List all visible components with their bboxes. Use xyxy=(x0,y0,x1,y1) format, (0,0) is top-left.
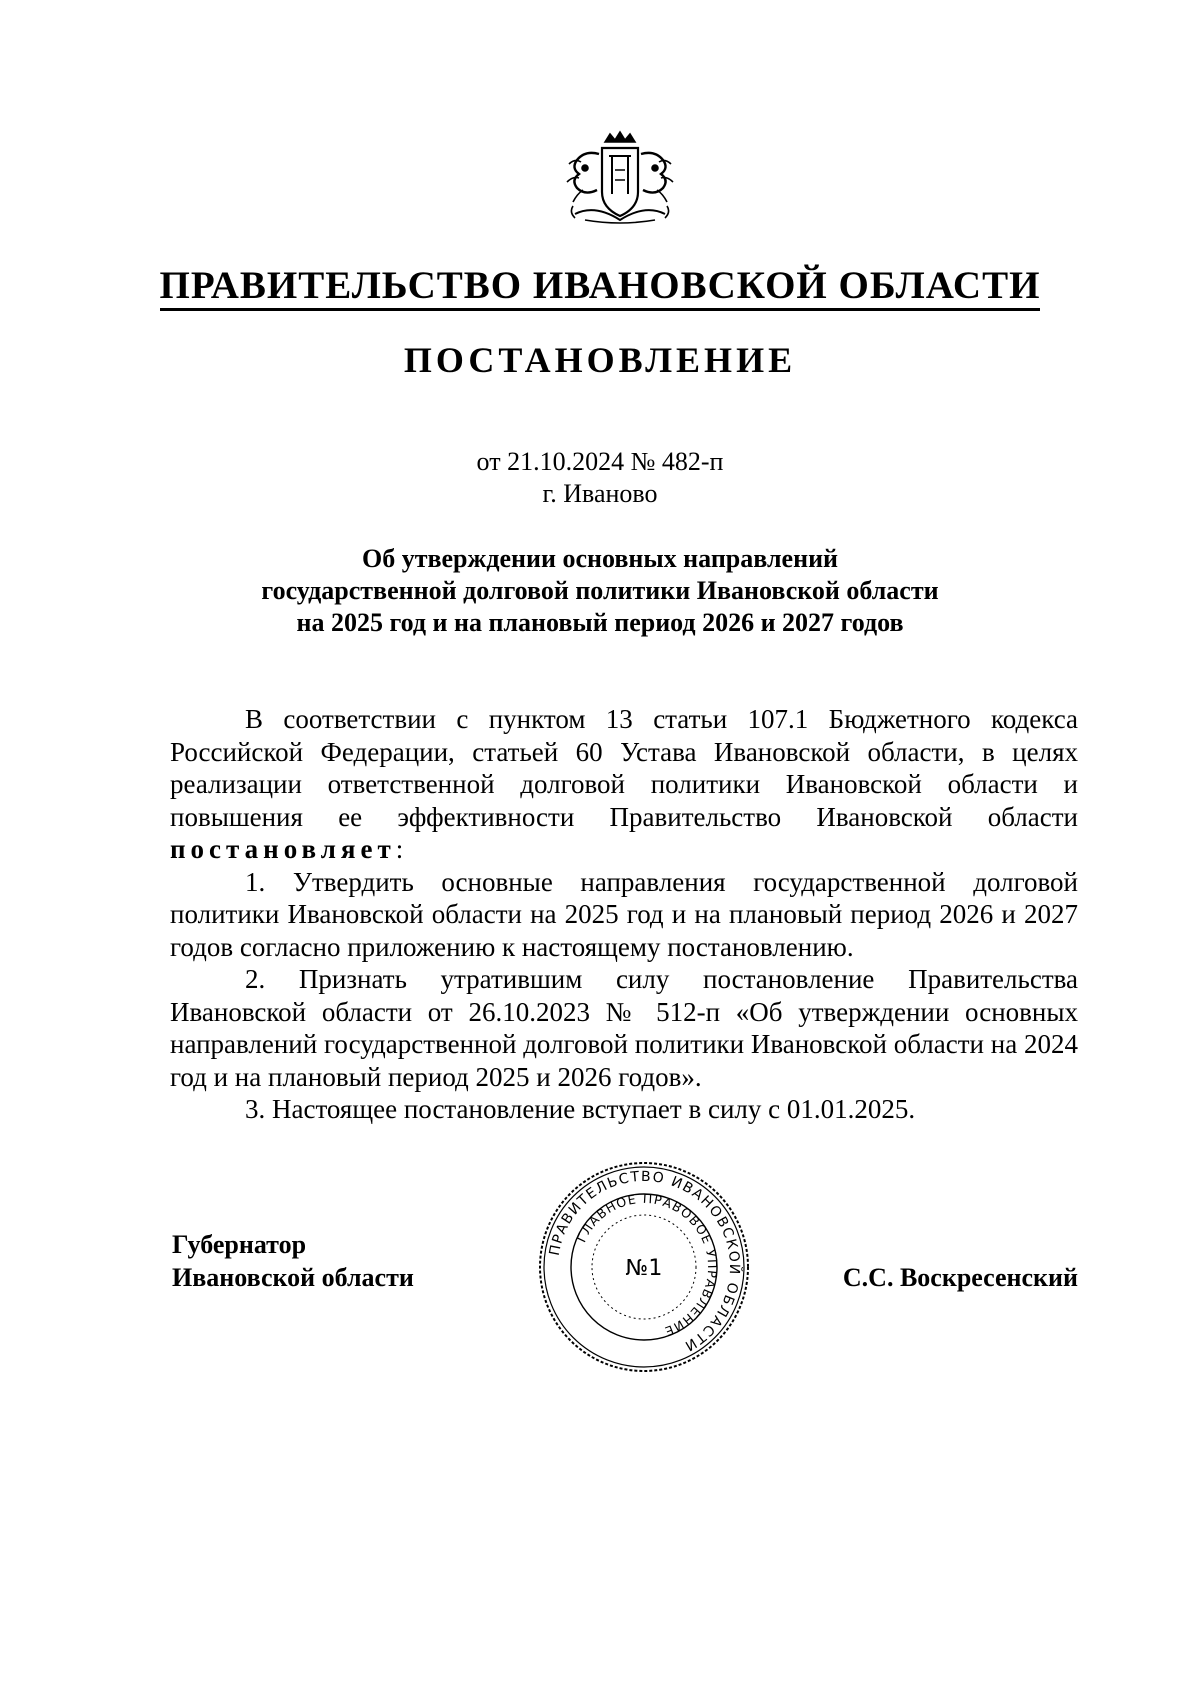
signatory-position: Губернатор Ивановской области xyxy=(172,1230,414,1292)
stamp-inner-text: ГЛАВНОЕ ПРАВОВОЕ УПРАВЛЕНИЕ xyxy=(573,1190,721,1340)
decree-item: 3. Настоящее постановление вступает в силу с 01.01.2025. xyxy=(245,1094,916,1124)
decree-item: 2. Признать утратившим силу постановление Правительства Ивановской области от 26.10.2023 № 512-п «Об утверждении основных направлений государственной долговой политики Ивановской области на 2024 год и на плановый период 2025 и 2026 годов». xyxy=(170,964,1078,1092)
document-date-number: от 21.10.2024 № 482-п xyxy=(476,447,724,476)
subject-line: на 2025 год и на плановый период 2026 и 2027 годов xyxy=(296,608,904,637)
document-type: ПОСТАНОВЛЕНИЕ xyxy=(403,340,797,380)
stamp-number: №1 xyxy=(625,1256,663,1281)
subject-line: Об утверждении основных направлений xyxy=(361,544,839,573)
subject-line: государственной долговой политики Ивановской области xyxy=(261,576,939,605)
stamp-outer-text: ПРАВИТЕЛЬСТВО ИВАНОВСКОЙ ОБЛАСТИ xyxy=(546,1168,743,1355)
decree-word: постановляет xyxy=(170,834,396,864)
government-title: ПРАВИТЕЛЬСТВО ИВАНОВСКОЙ ОБЛАСТИ xyxy=(0,262,1200,310)
official-stamp-icon xyxy=(537,1160,751,1374)
coat-of-arms-icon xyxy=(555,130,685,228)
document-subject xyxy=(170,543,1030,639)
document-body xyxy=(170,703,1078,1126)
preamble-paragraph: В соответствии с пунктом 13 статьи 107.1 Бюджетного кодекса Российской Федерации, статьей 60 Устава Ивановской области, в целях реализации ответственной долговой политики Ивановской области и повышения ее эффективности Правительство Ивановской области постановляет: xyxy=(170,704,1078,864)
decree-item: 1. Утвердить основные направления государственной долговой политики Ивановской области на 2025 год и на плановый период 2026 и 2027 годов согласно приложению к настоящему постановлению. xyxy=(170,866,1078,962)
document-city: г. Иваново xyxy=(542,479,658,508)
signatory-name: С.С. Воскресенский xyxy=(842,1263,1078,1292)
